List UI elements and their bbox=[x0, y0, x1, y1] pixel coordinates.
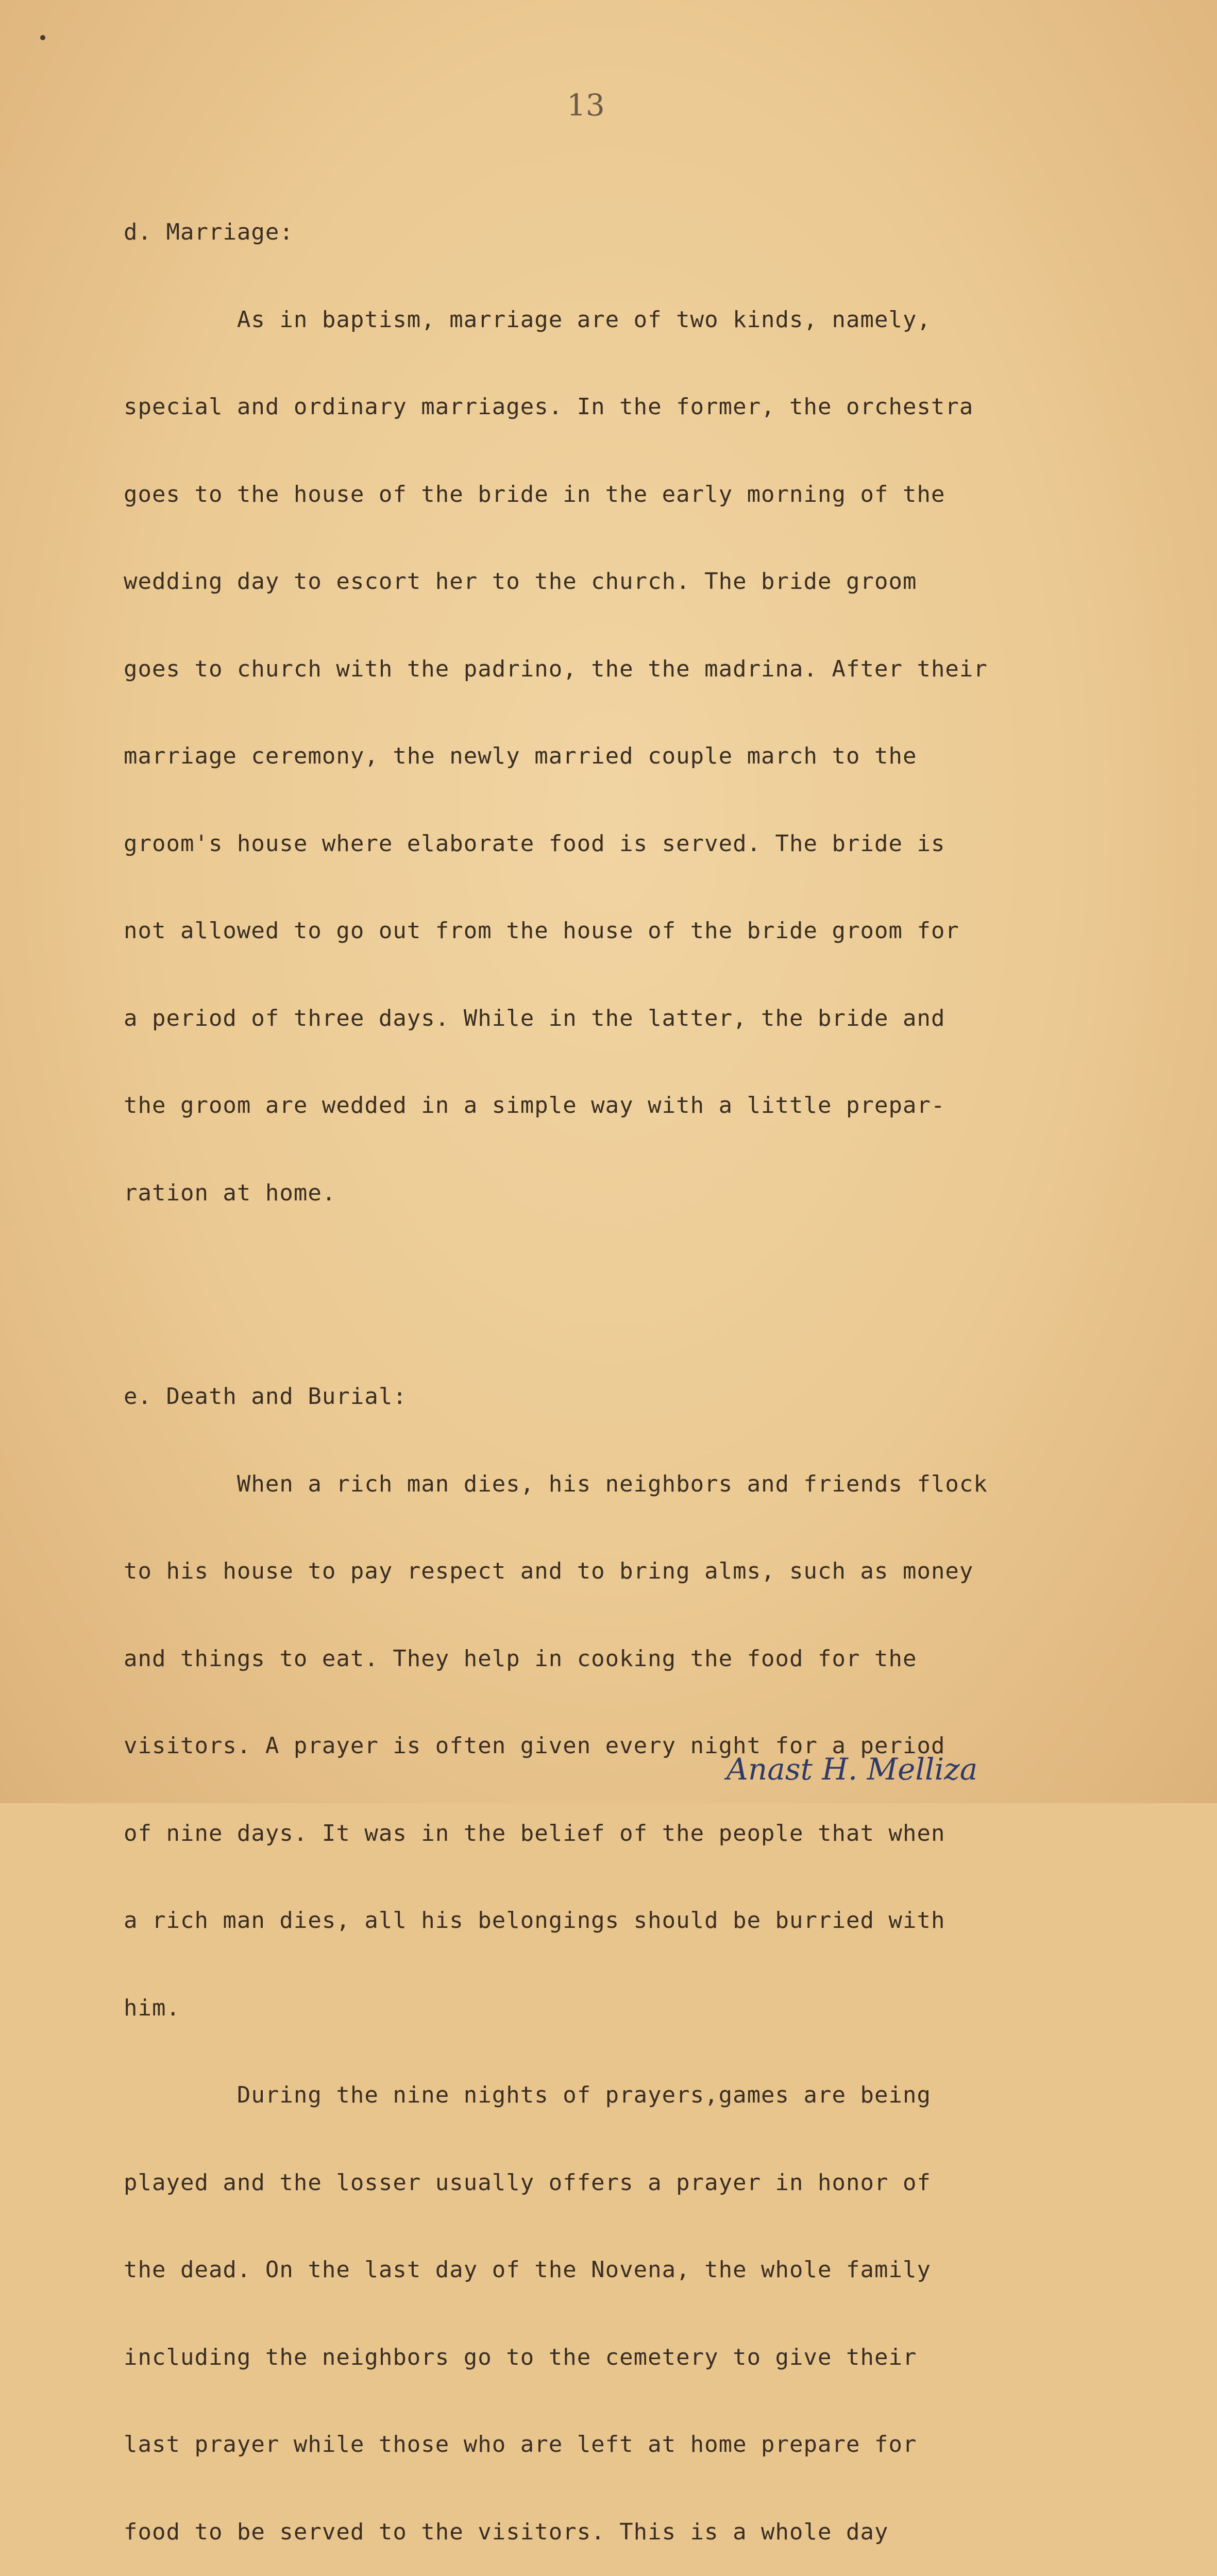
text-line: goes to church with the padrino, the the madrina. After their bbox=[124, 655, 988, 682]
text-line: a period of three days. While in the latter, the bride and bbox=[124, 1005, 945, 1031]
text-line: groom's house where elaborate food is served. The bride is bbox=[124, 830, 945, 857]
text-line: the groom are wedded in a simple way with a little prepar- bbox=[124, 1092, 945, 1118]
handwritten-signature: Anast H. Melliza bbox=[726, 1752, 978, 1787]
typed-text-body bbox=[124, 160, 1175, 2576]
text-line: a rich man dies, all his belongings should be burried with bbox=[124, 1907, 945, 1934]
text-line: to his house to pay respect and to bring alms, such as money bbox=[124, 1558, 974, 1584]
text-line: During the nine nights of prayers,games are being bbox=[124, 2082, 931, 2108]
ink-spot bbox=[40, 35, 45, 40]
text-line: played and the losser usually offers a prayer in honor of bbox=[124, 2169, 931, 2196]
section-heading-marriage: d. Marriage: bbox=[124, 219, 294, 245]
text-line: marriage ceremony, the newly married couple march to the bbox=[124, 743, 917, 769]
text-line: food to be served to the visitors. This is a whole day bbox=[124, 2518, 889, 2545]
text-line: including the neighbors go to the cemetery to give their bbox=[124, 2344, 917, 2370]
section-heading-death-and-burial: e. Death and Burial: bbox=[124, 1383, 407, 1410]
text-line: goes to the house of the bride in the early morning of the bbox=[124, 481, 945, 507]
text-line: special and ordinary marriages. In the former, the orchestra bbox=[124, 394, 974, 420]
page-number: 13 bbox=[567, 88, 605, 123]
text-line: him. bbox=[124, 1994, 180, 2021]
text-line: When a rich man dies, his neighbors and friends flock bbox=[124, 1470, 988, 1497]
text-line: ration at home. bbox=[124, 1179, 336, 1206]
text-line: As in baptism, marriage are of two kinds, namely, bbox=[124, 306, 931, 333]
text-line: visitors. A prayer is often given every night for a period bbox=[124, 1733, 945, 1759]
text-line: last prayer while those who are left at home prepare for bbox=[124, 2431, 917, 2458]
text-line: the dead. On the last day of the Novena, the whole family bbox=[124, 2257, 931, 2283]
text-line: not allowed to go out from the house of the bride groom for bbox=[124, 918, 959, 944]
text-line: and things to eat. They help in cooking the food for the bbox=[124, 1645, 917, 1672]
text-line: of nine days. It was in the belief of the people that when bbox=[124, 1820, 945, 1846]
text-line: wedding day to escort her to the church. The bride groom bbox=[124, 568, 917, 595]
